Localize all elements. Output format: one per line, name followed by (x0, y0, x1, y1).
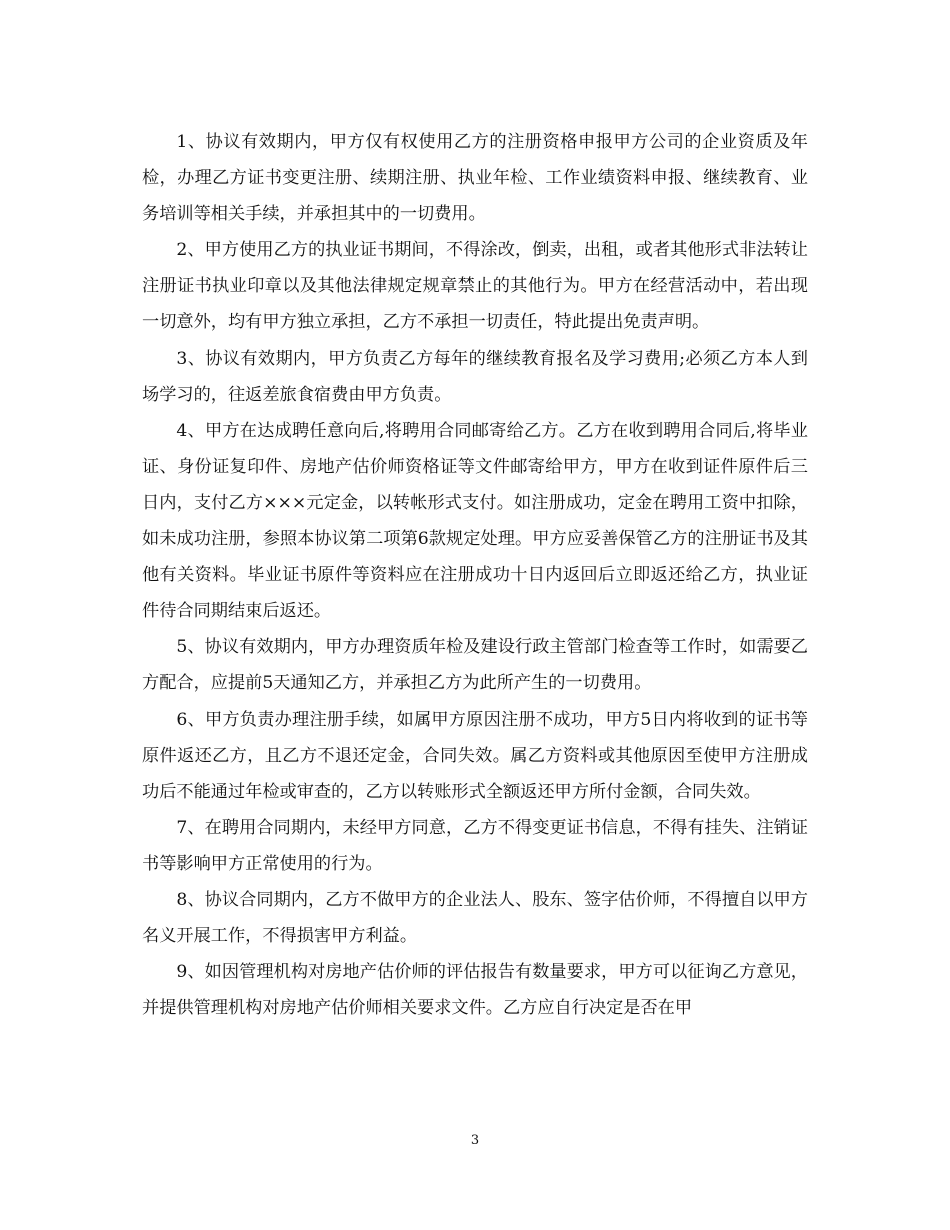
document-body (142, 124, 808, 1026)
clause-1: 1、协议有效期内，甲方仅有权使用乙方的注册资格申报甲方公司的企业资质及年检，办理乙方证书变更注册、续期注册、执业年检、工作业绩资料申报、继续教育、业务培训等相关手续，并承担其中的一切费用。 (142, 132, 808, 225)
clause-4: 4、甲方在达成聘任意向后,将聘用合同邮寄给乙方。乙方在收到聘用合同后,将毕业证、身份证复印件、房地产估价师资格证等文件邮寄给甲方，甲方在收到证件原件后三日内，支付乙方×××元定金，以转帐形式支付。如注册成功，定金在聘用工资中扣除，如未成功注册，参照本协议第二项第6款规定处理。甲方应妥善保管乙方的注册证书及其他有关资料。毕业证书原件等资料应在注册成功十日内返回后立即返还给乙方，执业证件待合同期结束后返还。 (142, 420, 808, 622)
clause-2: 2、甲方使用乙方的执业证书期间，不得涂改，倒卖，出租，或者其他形式非法转让注册证书执业印章以及其他法律规定规章禁止的其他行为。甲方在经营活动中，若出现一切意外，均有甲方独立承担，乙方不承担一切责任，特此提出免责声明。 (142, 240, 808, 333)
clause-3: 3、协议有效期内，甲方负责乙方每年的继续教育报名及学习费用;必须乙方本人到场学习的，往返差旅食宿费由甲方负责。 (142, 348, 808, 405)
clause-7: 7、在聘用合同期内，未经甲方同意，乙方不得变更证书信息，不得有挂失、注销证书等影响甲方正常使用的行为。 (142, 817, 808, 874)
clause-8: 8、协议合同期内，乙方不做甲方的企业法人、股东、签字估价师，不得擅自以甲方名义开展工作，不得损害甲方利益。 (142, 889, 808, 947)
page-number: 3 (470, 1133, 480, 1148)
clause-9: 9、如因管理机构对房地产估价师的评估报告有数量要求，甲方可以征询乙方意见，并提供管理机构对房地产估价师相关要求文件。乙方应自行决定是否在甲 (142, 962, 808, 1019)
clause-6: 6、甲方负责办理注册手续，如属甲方原因注册不成功，甲方5日内将收到的证书等原件返还乙方，且乙方不退还定金，合同失效。属乙方资料或其他原因至使甲方注册成功后不能通过年检或审查的，乙方以转账形式全额返还甲方所付金额，合同失效。 (142, 709, 808, 802)
clause-5: 5、协议有效期内，甲方办理资质年检及建设行政主管部门检查等工作时，如需要乙方配合，应提前5天通知乙方，并承担乙方为此所产生的一切费用。 (142, 637, 808, 694)
